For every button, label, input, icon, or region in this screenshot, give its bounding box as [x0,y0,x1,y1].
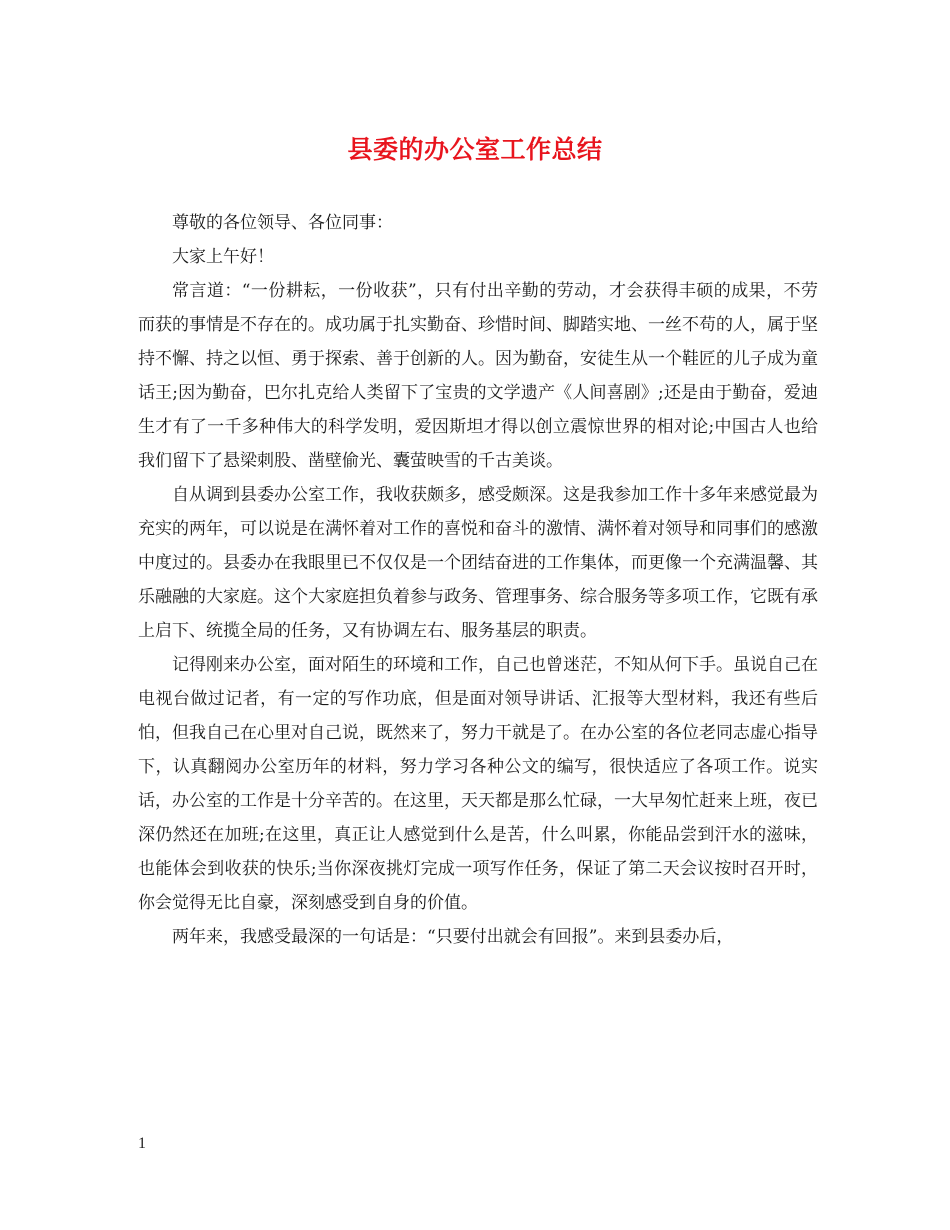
paragraph-2: 自从调到县委办公室工作，我收获颇多，感受颇深。这是我参加工作十多年来感觉最为充实的两年，可以说是在满怀着对工作的喜悦和奋斗的激情、满怀着对领导和同事们的感激中度过的。县委办在我眼里已不仅仅是一个团结奋进的工作集体，而更像一个充满温馨、其乐融融的大家庭。这个大家庭担负着参与政务、管理事务、综合服务等多项工作，它既有承上启下、统揽全局的任务，又有协调左右、服务基层的职责。 [138,485,818,641]
paragraph-1: 常言道：“一份耕耘，一份收获”，只有付出辛勤的劳动，才会获得丰硕的成果，不劳而获的事情是不存在的。成功属于扎实勤奋、珍惜时间、脚踏实地、一丝不苟的人，属于坚持不懈、持之以恒、勇于探索、善于创新的人。因为勤奋，安徒生从一个鞋匠的儿子成为童话王;因为勤奋，巴尔扎克给人类留下了宝贵的文学遗产《人间喜剧》;还是由于勤奋，爱迪生才有了一千多种伟大的科学发明，爱因斯坦才得以创立震惊世界的相对论;中国古人也给我们留下了悬梁刺股、凿壁偷光、囊萤映雪的千古美谈。 [138,281,818,471]
document-title: 县委的办公室工作总结 [347,135,603,164]
greeting: 大家上午好！ [172,247,274,267]
salutation: 尊敬的各位领导、各位同事： [172,213,393,233]
document-body [138,206,818,954]
paragraph-4: 两年来，我感受最深的一句话是：“只要付出就会有回报”。来到县委办后， [172,927,734,947]
paragraph-3: 记得刚来办公室，面对陌生的环境和工作，自己也曾迷茫，不知从何下手。虽说自己在电视台做过记者，有一定的写作功底，但是面对领导讲话、汇报等大型材料，我还有些后怕，但我自己在心里对自己说，既然来了，努力干就是了。在办公室的各位老同志虚心指导下，认真翻阅办公室历年的材料，努力学习各种公文的编写，很快适应了各项工作。说实话，办公室的工作是十分辛苦的。在这里，天天都是那么忙碌，一大早匆忙赶来上班，夜已深仍然还在加班;在这里，真正让人感觉到什么是苦，什么叫累，你能品尝到汗水的滋味，也能体会到收获的快乐;当你深夜挑灯完成一项写作任务，保证了第二天会议按时召开时，你会觉得无比自豪，深刻感受到自身的价值。 [138,655,818,913]
page-number: 1 [138,1135,146,1152]
